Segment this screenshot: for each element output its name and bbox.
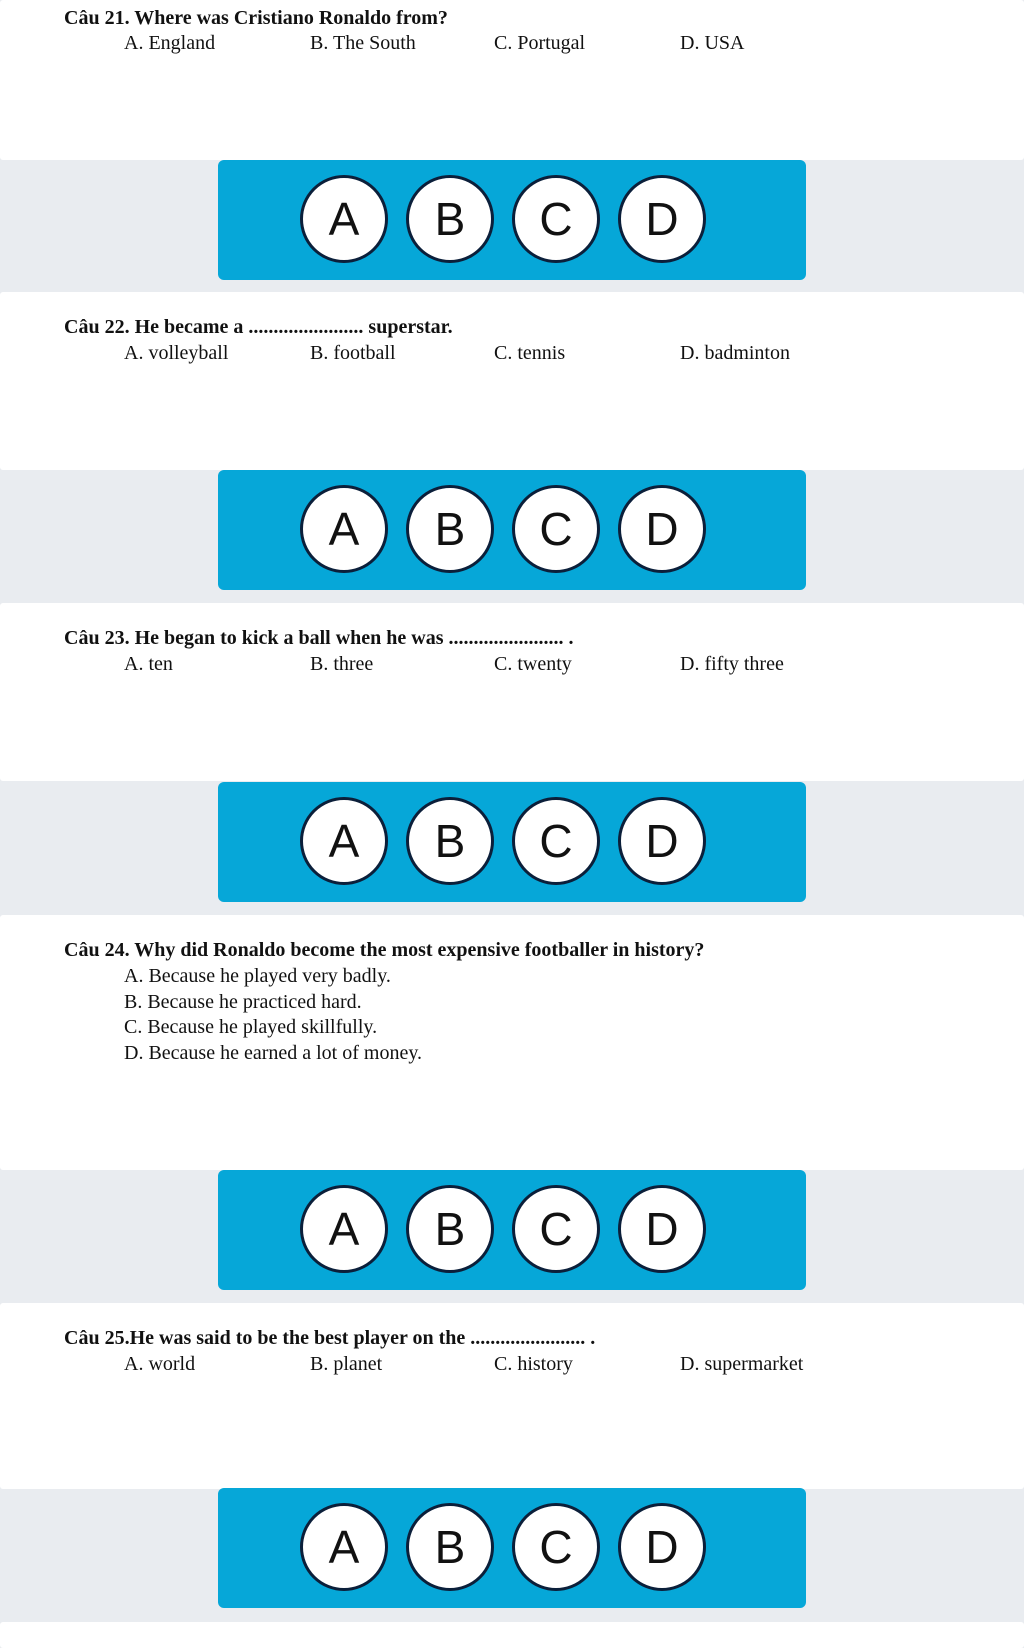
option-d: D. fifty three — [680, 653, 784, 675]
answer-button-a[interactable]: A — [300, 1503, 388, 1591]
answer-button-d[interactable]: D — [618, 175, 706, 263]
option-d: D. badminton — [680, 342, 790, 364]
answer-panel-23 — [218, 782, 806, 902]
option-b: B. The South — [310, 32, 416, 54]
question-card-21 — [0, 0, 1024, 160]
question-card-24 — [0, 915, 1024, 1170]
question-text: Câu 21. Where was Cristiano Ronaldo from? — [64, 7, 448, 29]
question-text: Câu 22. He became a ....................... superstar. — [64, 316, 453, 338]
question-text: Câu 23. He began to kick a ball when he was ....................... . — [64, 627, 574, 649]
answer-button-c[interactable]: C — [512, 1503, 600, 1591]
option-a: A. world — [124, 1353, 196, 1375]
option-b: B. football — [310, 342, 396, 364]
answer-button-a[interactable]: A — [300, 797, 388, 885]
answer-button-b[interactable]: B — [406, 175, 494, 263]
option-c: C. history — [494, 1353, 573, 1375]
option-d: D. USA — [680, 32, 745, 54]
option-a: A. Because he played very badly. — [124, 965, 391, 987]
answer-button-d[interactable]: D — [618, 1185, 706, 1273]
option-c: C. tennis — [494, 342, 566, 364]
answer-button-b[interactable]: B — [406, 485, 494, 573]
option-b: B. three — [310, 653, 374, 675]
question-card-23 — [0, 603, 1024, 781]
option-a: A. England — [124, 32, 216, 54]
question-card-22 — [0, 292, 1024, 470]
question-text: Câu 24. Why did Ronaldo become the most expensive footballer in history? — [64, 939, 705, 961]
answer-button-c[interactable]: C — [512, 485, 600, 573]
answer-button-b[interactable]: B — [406, 1503, 494, 1591]
question-card-25 — [0, 1303, 1024, 1489]
answer-panel-21 — [218, 160, 806, 280]
answer-button-a[interactable]: A — [300, 175, 388, 263]
answer-button-d[interactable]: D — [618, 1503, 706, 1591]
option-c: C. Because he played skillfully. — [124, 1016, 378, 1038]
answer-panel-25 — [218, 1488, 806, 1608]
option-b: B. Because he practiced hard. — [124, 991, 362, 1013]
answer-panel-24 — [218, 1170, 806, 1290]
option-c: C. Portugal — [494, 32, 586, 54]
option-a: A. volleyball — [124, 342, 229, 364]
option-d: D. Because he earned a lot of money. — [124, 1042, 423, 1064]
option-d: D. supermarket — [680, 1353, 804, 1375]
answer-button-a[interactable]: A — [300, 1185, 388, 1273]
question-card-next — [0, 1622, 1024, 1648]
option-a: A. ten — [124, 653, 173, 675]
answer-button-c[interactable]: C — [512, 175, 600, 263]
answer-button-c[interactable]: C — [512, 1185, 600, 1273]
answer-button-d[interactable]: D — [618, 485, 706, 573]
answer-button-c[interactable]: C — [512, 797, 600, 885]
answer-button-b[interactable]: B — [406, 1185, 494, 1273]
answer-button-b[interactable]: B — [406, 797, 494, 885]
answer-button-d[interactable]: D — [618, 797, 706, 885]
question-text: Câu 25.He was said to be the best player on the ....................... . — [64, 1327, 596, 1349]
answer-panel-22 — [218, 470, 806, 590]
option-c: C. twenty — [494, 653, 572, 675]
answer-button-a[interactable]: A — [300, 485, 388, 573]
option-b: B. planet — [310, 1353, 383, 1375]
